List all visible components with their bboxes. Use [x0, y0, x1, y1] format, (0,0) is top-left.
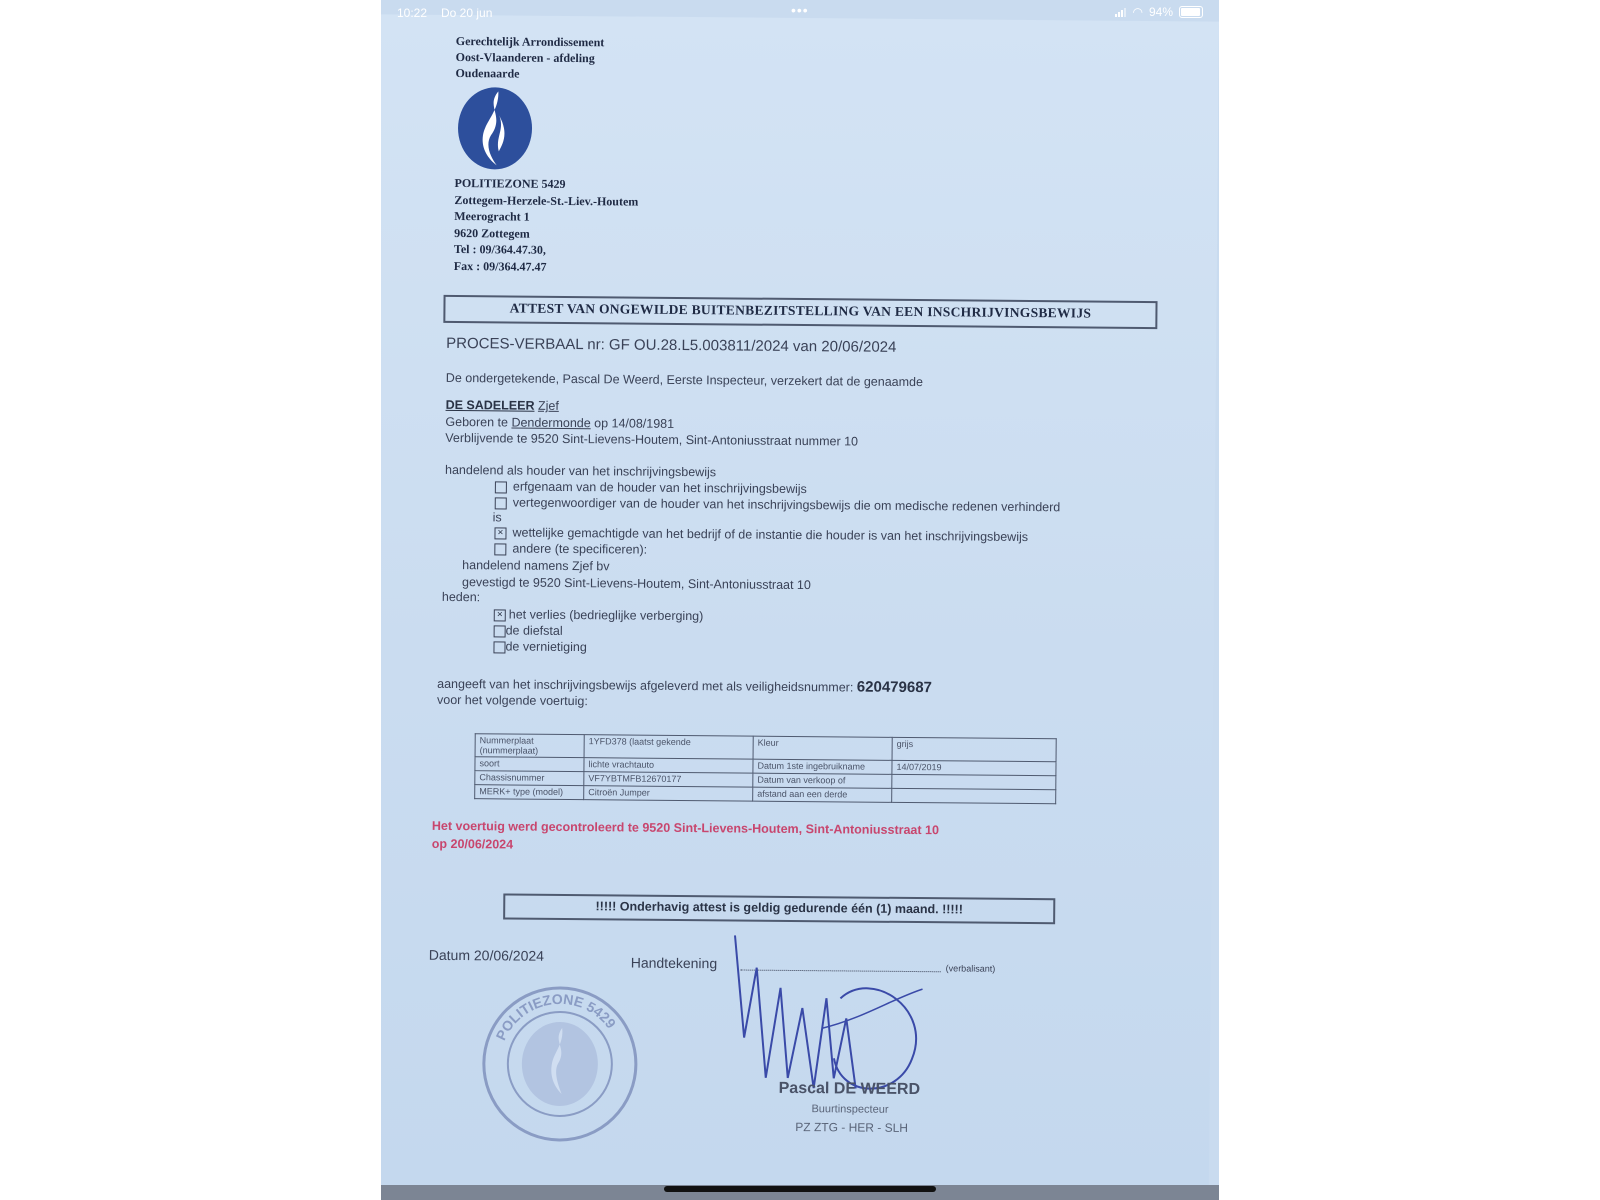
table-cell: Nummerplaat (nummerplaat): [475, 734, 584, 758]
event-label: het verlies (bedrieglijke verberging): [508, 607, 704, 624]
role-checkbox: [495, 497, 507, 509]
address-line: Zottegem-Herzele-St.-Liev.-Houtem: [454, 192, 639, 209]
court-line: Oudenaarde: [455, 65, 520, 81]
signature-label: Handtekening: [630, 954, 718, 972]
battery-percent: 94%: [1148, 5, 1173, 19]
verbalisant-label: (verbalisant): [945, 963, 996, 974]
police-address: [454, 175, 639, 276]
event-checkbox-checked: ×: [494, 609, 506, 621]
birth-line: [445, 415, 674, 431]
role-checkbox: [494, 543, 506, 555]
acting-for: handelend namens Zjef bv: [462, 558, 610, 574]
court-line: Oost-Vlaanderen - afdeling: [455, 49, 595, 66]
person-surname: DE SADELEER: [445, 397, 535, 413]
table-cell: 14/07/2019: [892, 760, 1056, 775]
born-prefix: Geboren te: [445, 414, 509, 430]
stamp-text: POLITIEZONE 5429: [492, 990, 620, 1043]
checked-date: [432, 837, 513, 852]
table-cell: 1YFD378 (laatst gekende: [584, 735, 753, 759]
address-line: POLITIEZONE 5429: [454, 175, 566, 191]
pv-number: PROCES-VERBAAL nr: GF OU.28.L5.003811/2024 van 20/06/2024: [446, 334, 897, 356]
table-cell: Kleur: [753, 736, 892, 760]
vehicle-table: [474, 733, 1057, 804]
court-header: [455, 33, 604, 82]
table-cell: [892, 788, 1056, 803]
event-checkbox: [494, 625, 506, 637]
person-firstname: Zjef: [537, 398, 559, 413]
checked-location: Het voertuig werd gecontroleerd te 9520 Sint-Lievens-Houtem, Sint-Antoniusstraat 10: [431, 818, 940, 838]
role-wrap: is: [492, 510, 502, 525]
role-label: wettelijke gemachtigde van het bedrijf of de instantie die houder is van het inschrijvingsbewijs: [512, 525, 1029, 545]
event-label: de vernietiging: [505, 639, 587, 655]
multitask-dots[interactable]: •••: [791, 2, 809, 18]
acting-as: handelend als houder van het inschrijvingsbewijs: [444, 462, 717, 480]
status-right: [1115, 5, 1203, 19]
person-name: [446, 398, 559, 413]
table-cell: VF7YBTMFB12670177: [584, 772, 753, 787]
company-address: gevestigd te 9520 Sint-Lievens-Houtem, Sint-Antoniusstraat 10: [462, 575, 811, 593]
event-checkbox: [493, 641, 505, 653]
role-label: erfgenaam van de houder van het inschrijvingsbewijs: [512, 479, 807, 497]
address-line: Tel : 09/364.47.30,: [453, 241, 546, 257]
status-date: Do 20 jun: [441, 6, 493, 20]
residence: Verblijvende te 9520 Sint-Lievens-Houtem, Sint-Antoniusstraat nummer 10: [445, 430, 859, 449]
address-line: Fax : 09/364.47.47: [453, 258, 547, 274]
validity-notice: !!!!! Onderhavig attest is geldig gedurende één (1) maand. !!!!!: [503, 893, 1055, 924]
signer-name: Pascal DE WEERD: [778, 1079, 921, 1099]
court-line: Gerechtelijk Arrondissement: [455, 33, 605, 50]
for-vehicle: voor het volgende voertuig:: [436, 692, 588, 709]
home-indicator[interactable]: [664, 1186, 936, 1192]
table-cell: Datum 1ste ingebruikname: [753, 759, 892, 774]
role-label: vertegenwoordiger van de houder van het inschrijvingsbewijs die om medische redenen verhinderd: [512, 495, 1061, 515]
status-bar: [381, 0, 1219, 24]
table-cell: Chassisnummer: [475, 771, 584, 786]
attest-document: [381, 14, 1219, 1200]
battery-icon: [1179, 6, 1203, 18]
checked-date-text: op 20/06/2024: [431, 836, 514, 852]
date-label: Datum 20/06/2024: [428, 946, 545, 964]
document-title: ATTEST VAN ONGEWILDE BUITENBEZITSTELLING VAN EEN INSCHRIJVINGSBEWIJS: [443, 295, 1157, 329]
table-cell: [892, 774, 1056, 789]
police-flame-logo-icon: [455, 85, 536, 172]
table-cell: afstand aan een derde: [753, 787, 892, 802]
role-label: andere (te specificeren):: [512, 541, 648, 557]
table-cell: Datum van verkoop of: [753, 773, 892, 788]
role-checkbox-checked: ×: [494, 527, 506, 539]
table-cell: MERK+ type (model): [475, 785, 584, 800]
table-cell: soort: [475, 757, 584, 772]
status-time: 10:22: [397, 6, 428, 20]
address-line: 9620 Zottegem: [454, 225, 530, 241]
table-cell: grijs: [892, 737, 1056, 761]
table-cell: lichte vrachtauto: [584, 758, 753, 773]
security-number: 620479687: [856, 678, 933, 697]
intro-text: De ondergetekende, Pascal De Weerd, Eerste Inspecteur, verzekert dat de genaamde: [445, 370, 924, 390]
wifi-icon: ◠: [1132, 5, 1143, 19]
born-date: op 14/08/1981: [594, 416, 675, 431]
declaration-text: aangeeft van het inschrijvingsbewijs afgeleverd met als veiligheidsnummer:: [437, 676, 854, 695]
signer-unit: PZ ZTG - HER - SLH: [795, 1120, 909, 1135]
address-line: Meerogracht 1: [454, 208, 530, 224]
tablet-screen: [381, 0, 1219, 1200]
table-cell: Citroën Jumper: [584, 786, 753, 801]
cellular-signal-icon: [1115, 7, 1126, 17]
today-label: heden:: [441, 589, 481, 605]
born-place: Dendermonde: [511, 415, 591, 431]
role-checkbox: [495, 481, 507, 493]
signer-role: Buurtinspecteur: [811, 1103, 889, 1116]
event-label: de diefstal: [505, 623, 563, 638]
police-stamp-icon: [479, 983, 640, 1144]
